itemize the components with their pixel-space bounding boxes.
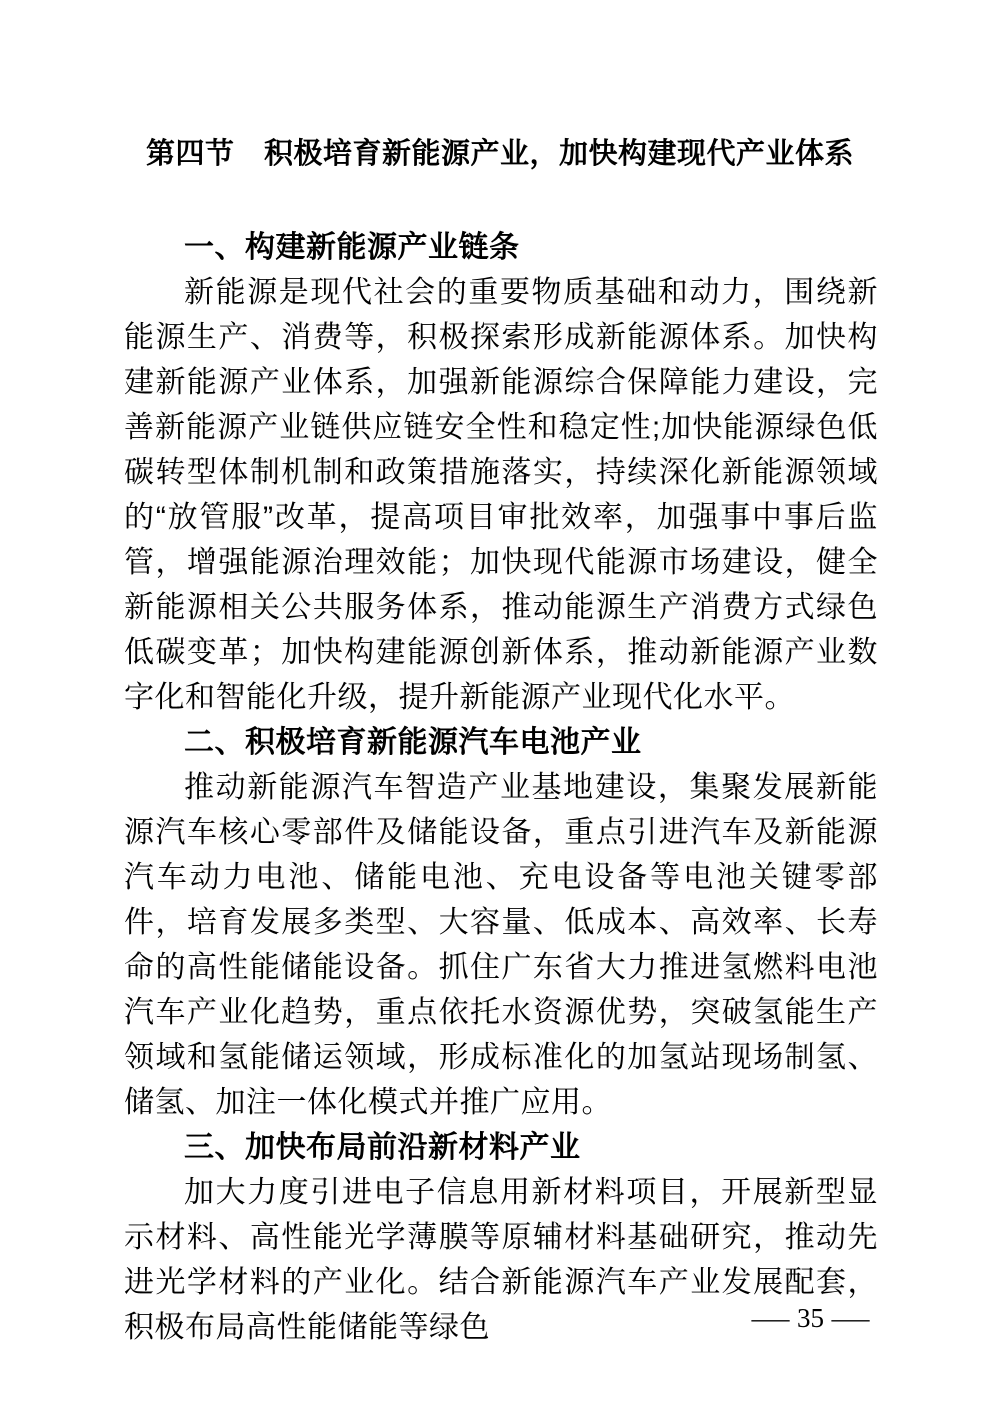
- document-body: [0, 225, 1000, 1350]
- section-heading-1: 一、构建新能源产业链条: [184, 231, 520, 264]
- page-number: 35: [797, 1303, 824, 1333]
- page-title: 第四节 积极培育新能源产业，加快构建现代产业体系: [145, 138, 854, 170]
- section-heading-2: 二、积极培育新能源汽车电池产业: [184, 726, 642, 759]
- section-2-paragraph: 推动新能源汽车智造产业基地建设，集聚发展新能源汽车核心零部件及储能设备，重点引进汽车及新能源汽车动力电池、储能电池、充电设备等电池关键零部件，培育发展多类型、大容量、低成本、高效率、长寿命的高性能储能设备。抓住广东省大力推进氢燃料电池汽车产业化趋势，重点依托水资源优势，突破氢能生产领域和氢能储运领域，形成标准化的加氢站现场制氢、储氢、加注一体化模式并推广应用。: [124, 771, 878, 1119]
- section-heading-3: 三、加快布局前沿新材料产业: [184, 1131, 581, 1164]
- page-footer: [751, 1303, 870, 1334]
- section-1-paragraph: 新能源是现代社会的重要物质基础和动力，围绕新能源生产、消费等，积极探索形成新能源体系。加快构建新能源产业体系，加强新能源综合保障能力建设，完善新能源产业链供应链安全性和稳定性;加快能源绿色低碳转型体制机制和政策措施落实，持续深化新能源领域的“放管服”改革，提高项目审批效率，加强事中事后监管，增强能源治理效能；加快现代能源市场建设，健全新能源相关公共服务体系，推动能源生产消费方式绿色低碳变革；加快构建能源创新体系，推动新能源产业数字化和智能化升级，提升新能源产业现代化水平。: [124, 276, 878, 714]
- footer-left-dash: —: [751, 1303, 790, 1333]
- footer-right-dash: —: [831, 1303, 870, 1333]
- section-3-paragraph: 加大力度引进电子信息用新材料项目，开展新型显示材料、高性能光学薄膜等原辅材料基础研究，推动先进光学材料的产业化。结合新能源汽车产业发展配套，积极布局高性能储能等绿色: [124, 1176, 878, 1344]
